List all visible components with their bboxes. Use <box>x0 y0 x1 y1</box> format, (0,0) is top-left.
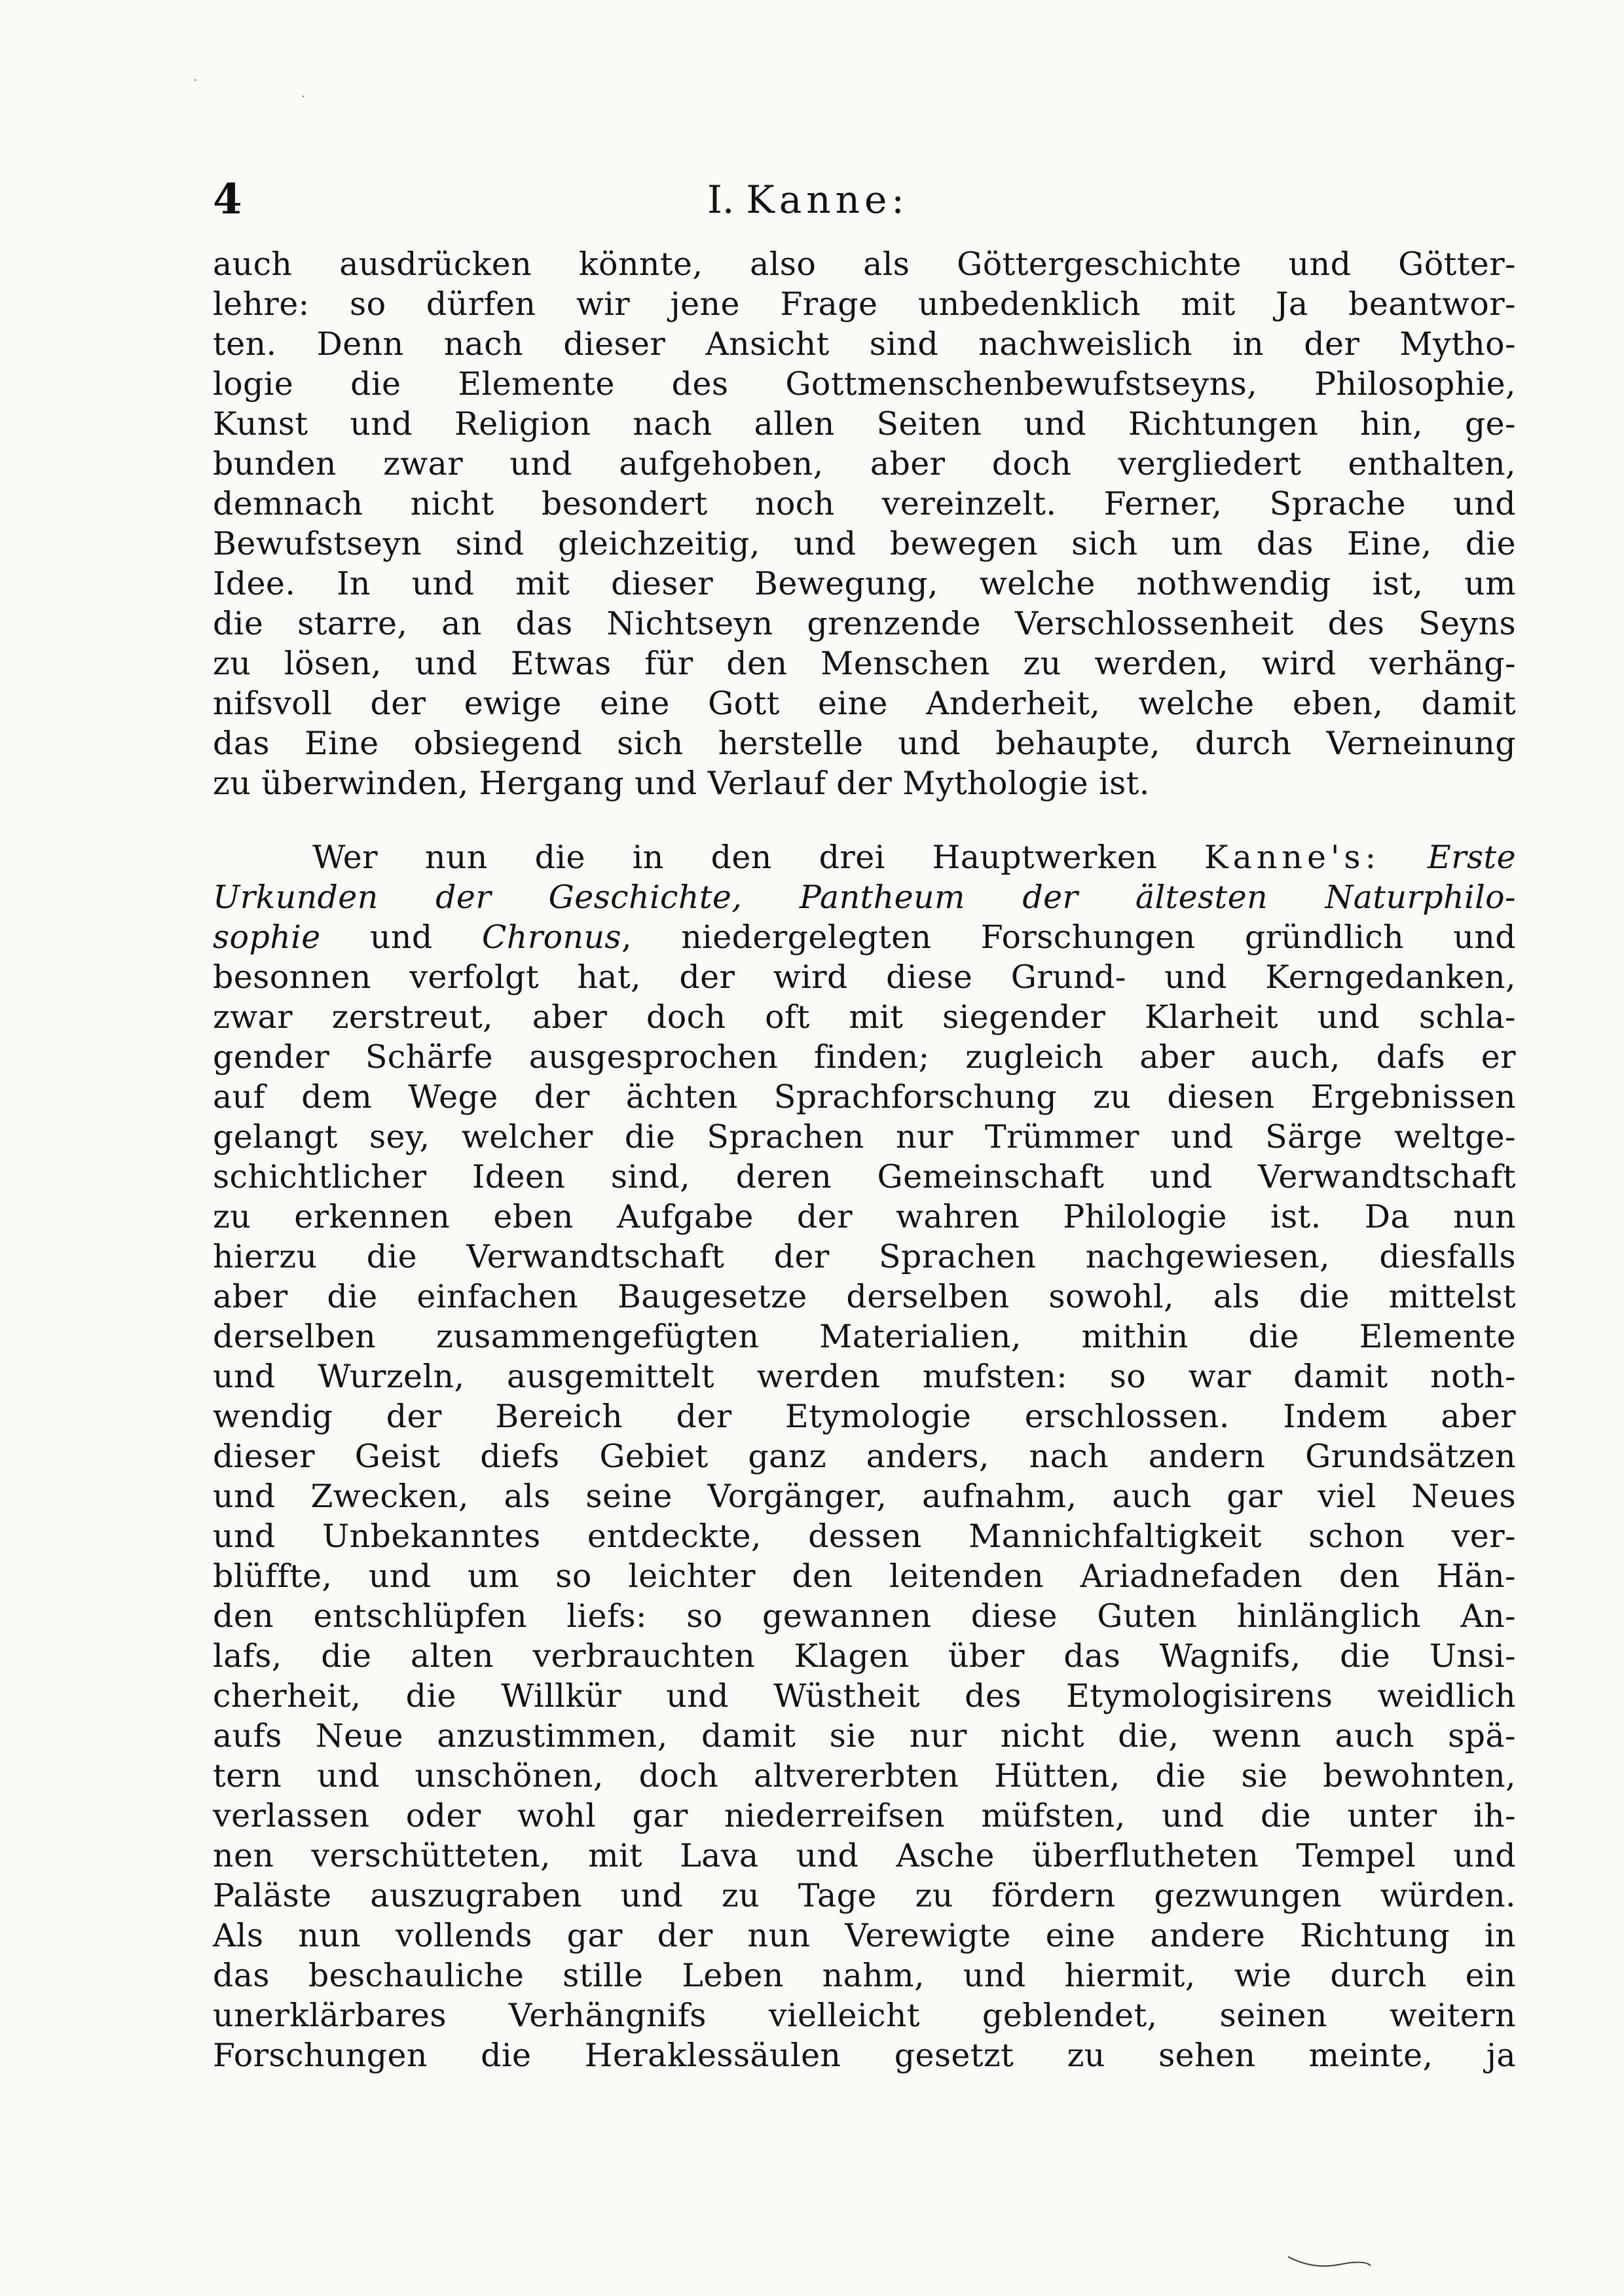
text-line: und Unbekanntes entdeckte, dessen Mannichfaltigkeit schon ver- <box>213 1518 1516 1555</box>
work-title: Pantheum der ältesten Naturphilo- <box>799 879 1516 916</box>
page-number: 4 <box>213 175 242 224</box>
text-line: ten. Denn nach dieser Ansicht sind nachweislich in der Mytho- <box>213 325 1516 363</box>
stray-ink-dot: · <box>193 72 198 88</box>
text-line: verlassen oder wohl gar niederreifsen müfsten, und die unter ih- <box>213 1797 1516 1834</box>
running-head-numeral: I. <box>707 177 735 222</box>
text-line: die starre, an das Nichtseyn grenzende Verschlossenheit des Seyns <box>213 605 1516 642</box>
text-line: nen verschütteten, mit Lava und Asche überflutheten Tempel und <box>213 1837 1516 1874</box>
text-line: Bewufstseyn sind gleichzeitig, und bewegen sich um das Eine, die <box>213 525 1516 562</box>
text-line: derselben zusammengefügten Materialien, mithin die Elemente <box>213 1318 1516 1355</box>
text-line: demnach nicht besondert noch vereinzelt. Ferner, Sprache und <box>213 485 1516 522</box>
text-line <box>213 917 1516 957</box>
text-line: den entschlüpfen liefs: so gewannen diese Guten hinlänglich An- <box>213 1597 1516 1635</box>
text-line: gender Schärfe ausgesprochen finden; zugleich aber auch, dafs er <box>213 1038 1516 1076</box>
work-title: sophie <box>213 919 321 956</box>
line-text: Wer nun die in den drei Hauptwerken <box>312 839 1158 876</box>
text-line: auch ausdrücken könnte, also als Göttergeschichte und Götter- <box>213 246 1516 283</box>
text-line: wendig der Bereich der Etymologie erschlossen. Indem aber <box>213 1398 1516 1435</box>
text-line: lehre: so dürfen wir jene Frage unbedenklich mit Ja beantwor- <box>213 285 1516 323</box>
text-line: lafs, die alten verbrauchten Klagen über das Wagnifs, die Unsi- <box>213 1637 1516 1675</box>
text-line: und Wurzeln, ausgemittelt werden mufsten: so war damit noth- <box>213 1358 1516 1395</box>
text-line: Idee. In und mit dieser Bewegung, welche nothwendig ist, um <box>213 565 1516 602</box>
text-line: tern und unschönen, doch altvererbten Hütten, die sie bewohnten, <box>213 1757 1516 1795</box>
text-line: aber die einfachen Baugesetze derselben sowohl, als die mittelst <box>213 1278 1516 1315</box>
book-page <box>213 167 1517 2074</box>
running-head <box>707 167 909 232</box>
text-line <box>213 837 1516 877</box>
text-line: Als nun vollends gar der nun Verewigte eine andere Richtung in <box>213 1917 1516 1954</box>
text-line: Kunst und Religion nach allen Seiten und Richtungen hin, ge- <box>213 405 1516 443</box>
text-line: zu lösen, und Etwas für den Menschen zu werden, wird verhäng- <box>213 645 1516 682</box>
text-line: bunden zwar und aufgehoben, aber doch vergliedert enthalten, <box>213 445 1516 483</box>
text-line: auf dem Wege der ächten Sprachforschung zu diesen Ergebnissen <box>213 1078 1516 1116</box>
line-text: , niedergelegten Forschungen gründlich und <box>621 919 1517 956</box>
text-line: cherheit, die Willkür und Wüstheit des Etymologisirens weidlich <box>213 1677 1516 1715</box>
text-line: das beschauliche stille Leben nahm, und hiermit, wie durch ein <box>213 1957 1516 1994</box>
work-title: Urkunden der Geschichte, <box>213 879 743 916</box>
text-line: besonnen verfolgt hat, der wird diese Grund- und Kerngedanken, <box>213 958 1516 996</box>
text-line: zwar zerstreut, aber doch oft mit siegender Klarheit und schla- <box>213 998 1516 1036</box>
text-line: blüffte, und um so leichter den leitenden Ariadnefaden den Hän- <box>213 1558 1516 1595</box>
text-line: hierzu die Verwandtschaft der Sprachen nachgewiesen, diesfalls <box>213 1238 1516 1275</box>
ink-swash-mark <box>1287 2250 1372 2270</box>
line-text: und <box>369 919 433 956</box>
work-title: Erste <box>1427 839 1516 876</box>
text-line: dieser Geist diefs Gebiet ganz anders, nach andern Grundsätzen <box>213 1438 1516 1475</box>
text-line: logie die Elemente des Gottmenschenbewufstseyns, Philosophie, <box>213 365 1516 403</box>
author-name: Kanne's: <box>1204 839 1381 876</box>
text-line: nifsvoll der ewige eine Gott eine Anderheit, welche eben, damit <box>213 685 1516 722</box>
text-line: schichtlicher Ideen sind, deren Gemeinschaft und Verwandtschaft <box>213 1158 1516 1195</box>
text-line: das Eine obsiegend sich herstelle und behaupte, durch Verneinung <box>213 725 1516 762</box>
text-line: unerklärbares Verhängnifs vielleicht geblendet, seinen weitern <box>213 1997 1516 2034</box>
text-line <box>213 877 1516 917</box>
text-line: aufs Neue anzustimmen, damit sie nur nicht die, wenn auch spä- <box>213 1717 1516 1755</box>
text-line: Forschungen die Heraklessäulen gesetzt zu sehen meinte, ja <box>213 2037 1516 2074</box>
work-title: Chronus <box>481 919 621 956</box>
text-line: zu überwinden, Hergang und Verlauf der Mythologie ist. <box>213 765 1150 802</box>
text-line: und Zwecken, als seine Vorgänger, aufnahm, auch gar viel Neues <box>213 1478 1516 1515</box>
page-header <box>213 167 1516 232</box>
text-line: Paläste auszugraben und zu Tage zu fördern gezwungen würden. <box>213 1877 1516 1914</box>
text-line: gelangt sey, welcher die Sprachen nur Trümmer und Särge weltge- <box>213 1118 1516 1156</box>
paragraph-1 <box>213 244 1516 803</box>
stray-ink-dot: · <box>301 88 306 104</box>
paragraph-2 <box>213 837 1516 2075</box>
running-head-title: Kanne: <box>746 177 909 222</box>
text-line: zu erkennen eben Aufgabe der wahren Philologie ist. Da nun <box>213 1198 1516 1235</box>
